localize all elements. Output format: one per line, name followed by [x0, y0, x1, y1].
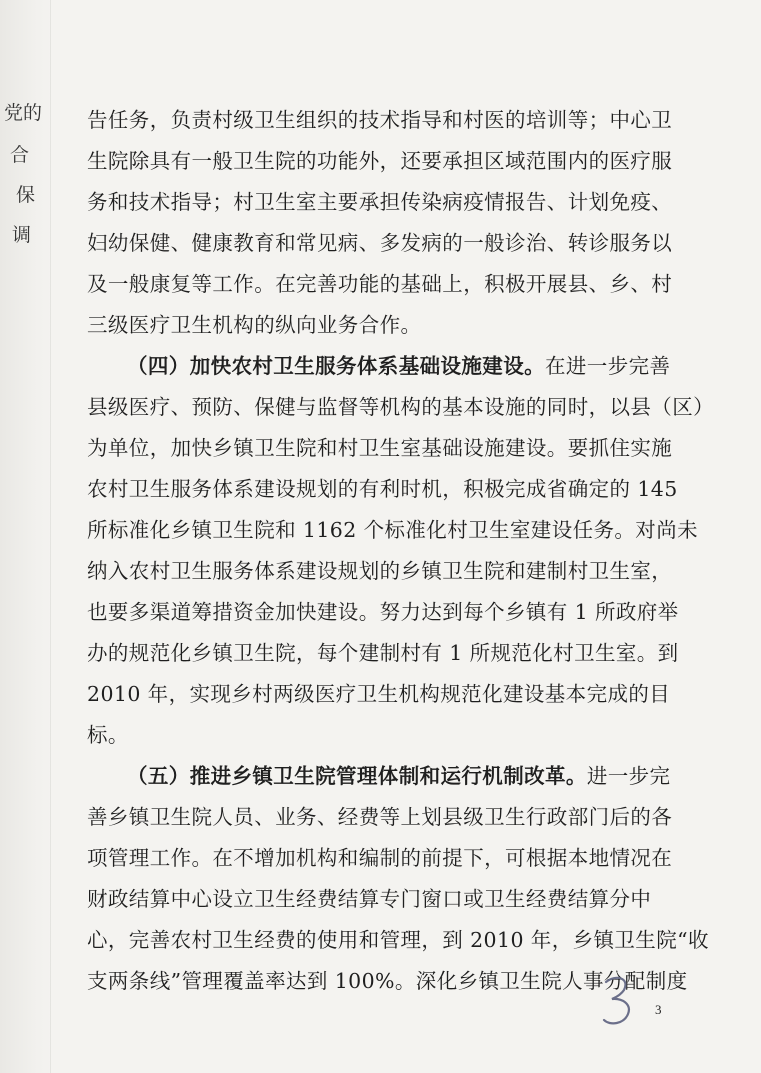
section-five [87, 756, 709, 1002]
page-number: 3 [655, 1002, 662, 1017]
text-line: 所标准化乡镇卫生院和 1162 个标准化村卫生室建设任务。对尚未 [87, 518, 699, 542]
text-line: 善乡镇卫生院人员、业务、经费等上划县级卫生行政部门后的各 [87, 805, 673, 829]
section-heading-line [87, 756, 697, 797]
text-line: 农村卫生服务体系建设规划的有利时机，积极完成省确定的 145 [87, 477, 678, 501]
text-run: 进一步完 [586, 764, 671, 788]
text-line: 生院除具有一般卫生院的功能外，还要承担区域范围内的医疗服 [87, 149, 673, 173]
text-line: 项管理工作。在不增加机构和编制的前提下，可根据本地情况在 [87, 846, 673, 870]
margin-fragment: 保 [16, 184, 36, 206]
margin-fragment: 党的 [4, 102, 43, 124]
previous-page-fragment [2, 96, 42, 256]
text-line: 办的规范化乡镇卫生院，每个建制村有 1 所规范化村卫生室。到 [87, 641, 679, 665]
text-line: 支两条线”管理覆盖率达到 100%。深化乡镇卫生院人事分配制度 [87, 969, 688, 993]
paragraph-continuation [87, 100, 697, 346]
text-line: 三级医疗卫生机构的纵向业务合作。 [87, 313, 422, 337]
text-line: 财政结算中心设立卫生经费结算专门窗口或卫生经费结算分中 [87, 887, 652, 911]
text-line: 及一般康复等工作。在完善功能的基础上，积极开展县、乡、村 [87, 272, 673, 296]
text-line: 妇幼保健、健康教育和常见病、多发病的一般诊治、转诊服务以 [87, 231, 673, 255]
section-heading: （五）推进乡镇卫生院管理体制和运行机制改革。 [127, 764, 587, 788]
text-line: 县级医疗、预防、保健与监督等机构的基本设施的同时，以县（区） [87, 395, 714, 419]
text-line: 务和技术指导；村卫生室主要承担传染病疫情报告、计划免疫、 [87, 190, 673, 214]
document-body [87, 100, 714, 1002]
text-line: 纳入农村卫生服务体系建设规划的乡镇卫生院和建制村卫生室， [87, 559, 673, 583]
text-line: 为单位，加快乡镇卫生院和村卫生室基础设施建设。要抓住实施 [87, 436, 673, 460]
text-line: 告任务，负责村级卫生组织的技术指导和村医的培训等；中心卫 [87, 108, 673, 132]
text-line: 也要多渠道筹措资金加快建设。努力达到每个乡镇有 1 所政府举 [87, 600, 679, 624]
text-line: 心，完善农村卫生经费的使用和管理，到 2010 年，乡镇卫生院“收 [87, 928, 709, 952]
margin-fragment: 合 [10, 144, 30, 166]
text-line: 标。 [87, 723, 129, 747]
section-four [87, 346, 714, 756]
text-run: 在进一步完善 [545, 354, 671, 378]
margin-fragment: 调 [12, 224, 32, 246]
section-heading: （四）加快农村卫生服务体系基础设施建设。 [127, 354, 545, 378]
handwritten-page-mark [598, 972, 638, 1028]
text-line: 2010 年，实现乡村两级医疗卫生机构规范化建设基本完成的目 [87, 682, 671, 706]
fold-line [50, 0, 51, 1073]
section-heading-line [87, 346, 697, 387]
